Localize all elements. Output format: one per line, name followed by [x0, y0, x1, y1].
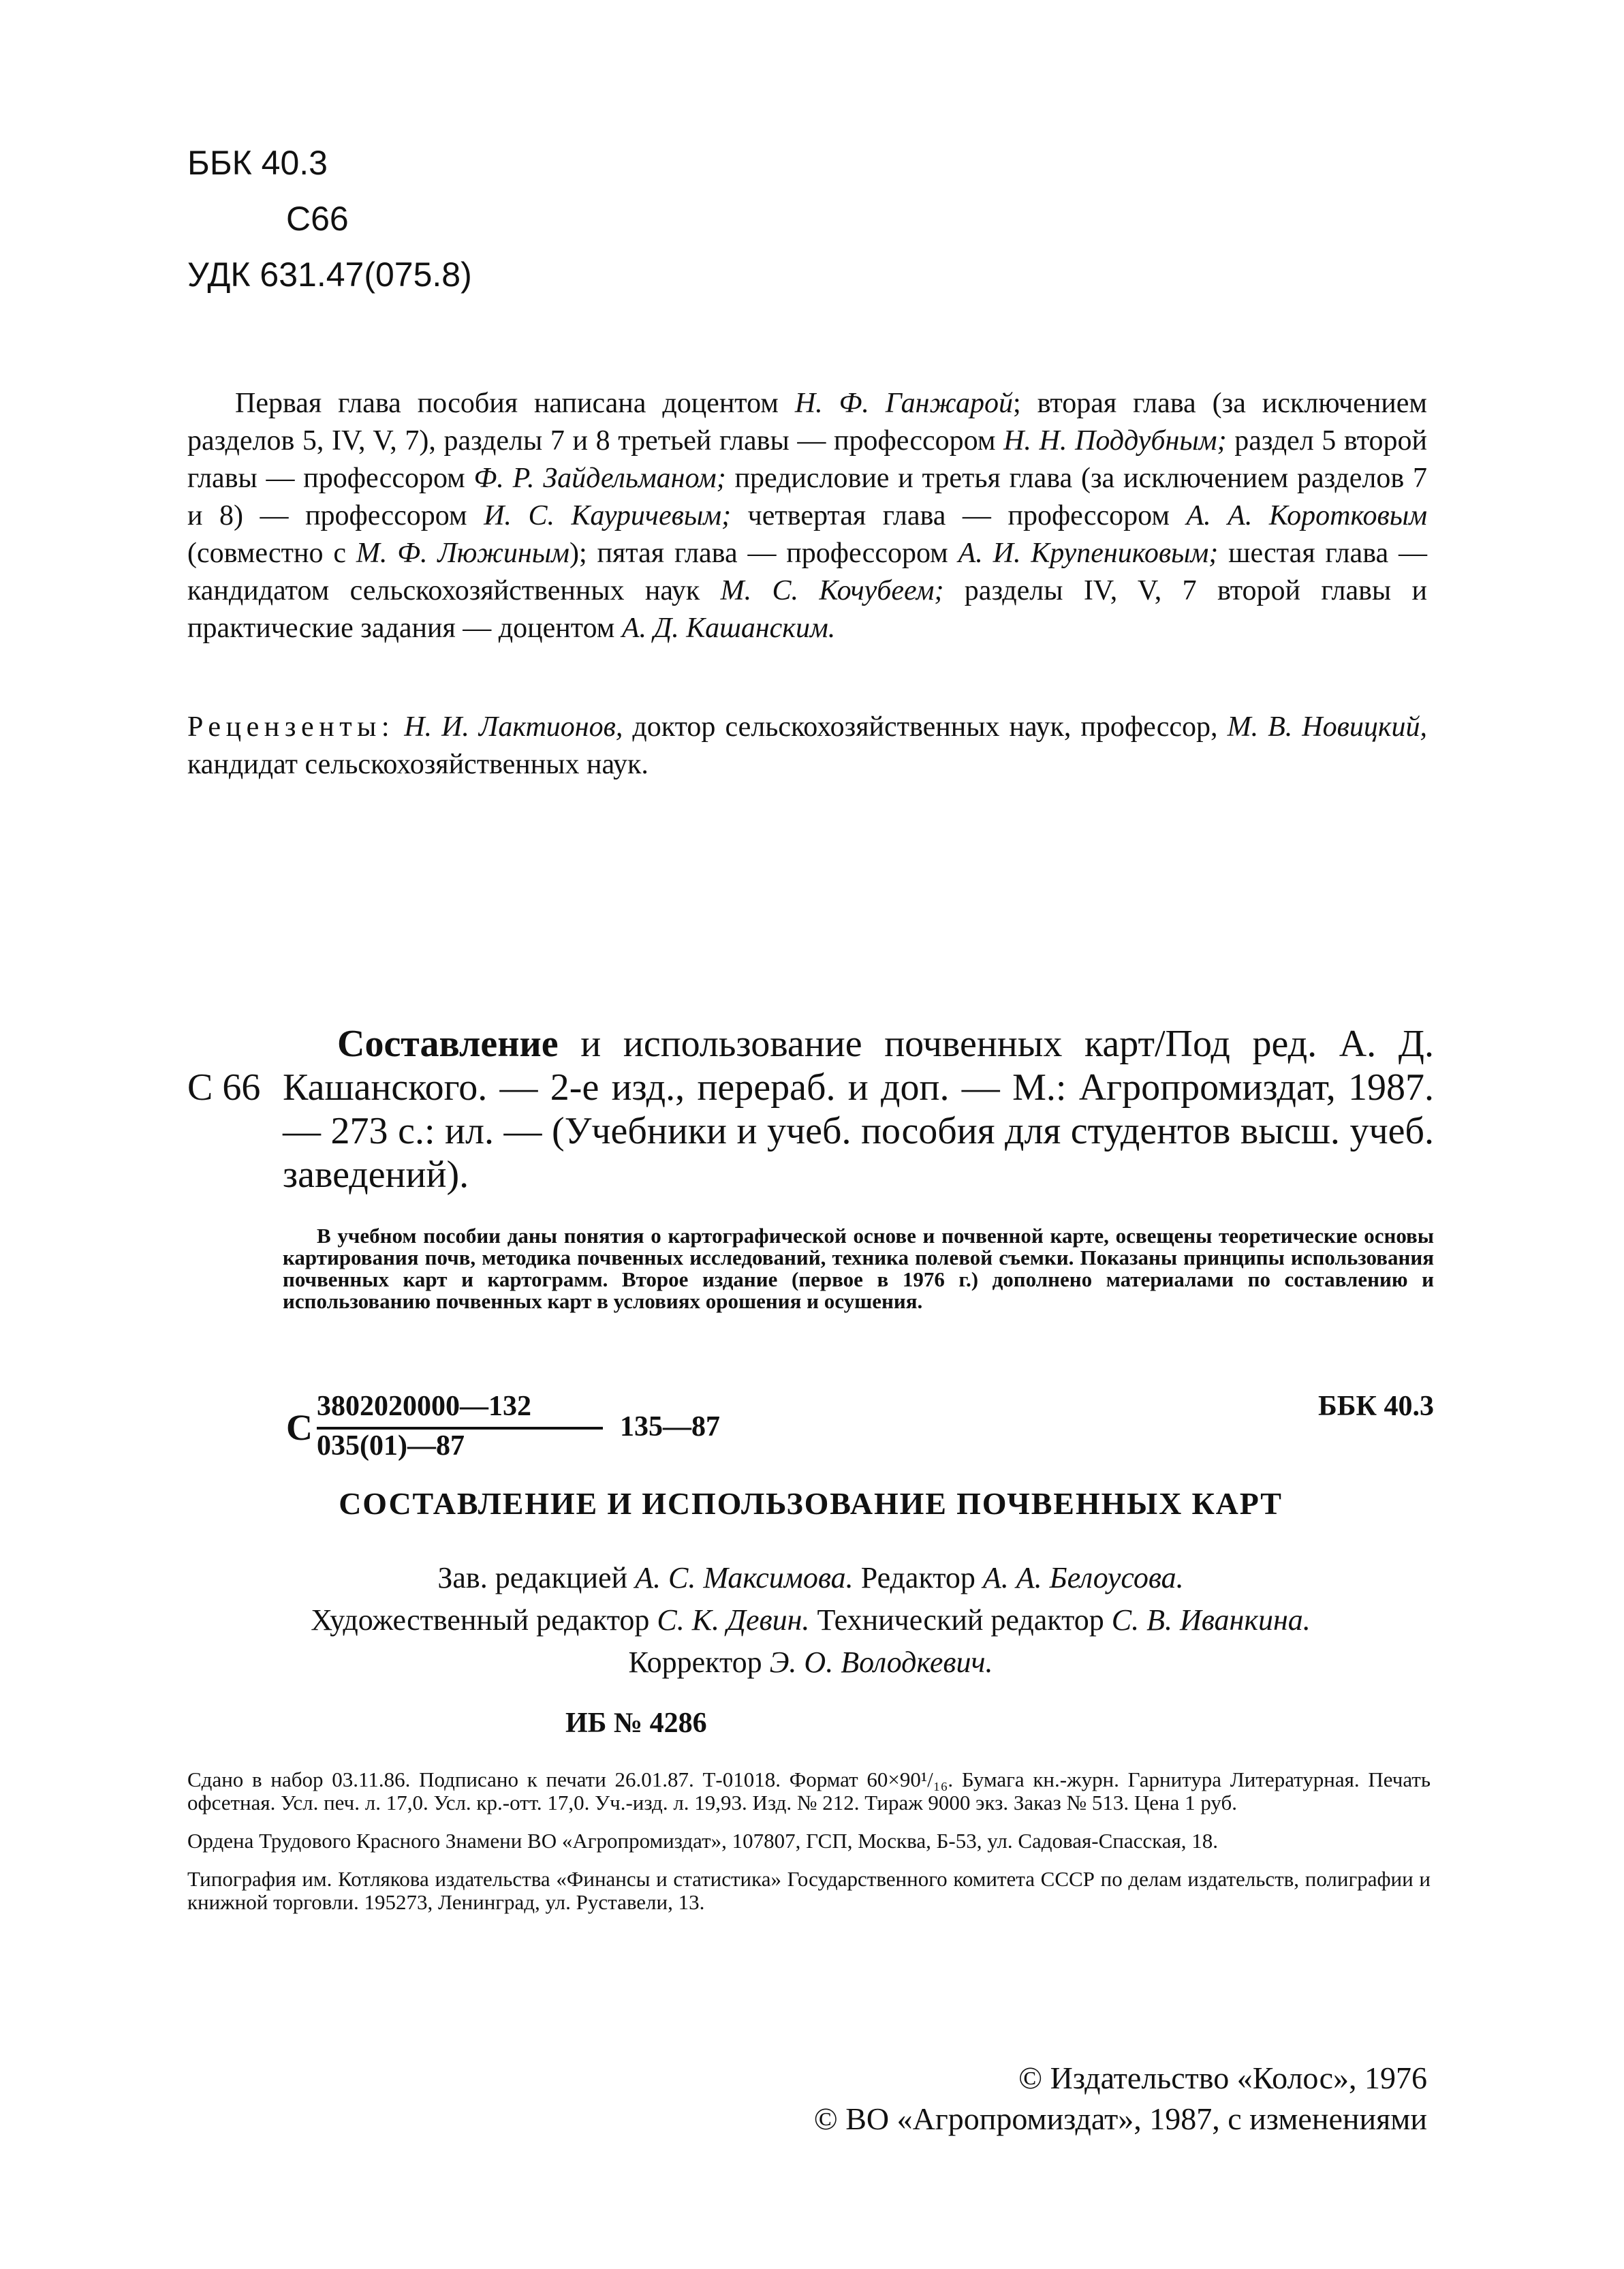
copyright-line-2: © ВО «Агропромиздат», 1987, с изменениями — [813, 2101, 1427, 2136]
udk-code: УДК 631.47(075.8) — [187, 256, 472, 294]
staff-line-1: Зав. редакцией А. С. Максимова. Редактор А. А. Белоусова. — [437, 1561, 1184, 1594]
author-name: А. И. Крупениковым; — [958, 538, 1219, 569]
author-name: М. Ф. Люжиным — [356, 538, 569, 569]
reviewer-name: М. В. Новицкий, — [1227, 711, 1427, 743]
colophon-title: СОСТАВЛЕНИЕ И ИСПОЛЬЗОВАНИЕ ПОЧВЕННЫХ КАРТ — [339, 1486, 1283, 1521]
staff-line-3: Корректор Э. О. Володкевич. — [628, 1646, 993, 1679]
index-code: С66 — [286, 200, 349, 238]
ib-number: ИБ № 4286 — [565, 1708, 707, 1739]
catalog-index: С 66 — [187, 1066, 261, 1109]
reviewer-name: Н. И. Лактионов, — [404, 711, 623, 743]
catalog-title: Составление и использование почвенных карт/Под ред. А. Д. Кашанского. — 2-е изд., перераб. и доп. — М.: Агропромиздат, 1987. — 273 с.: ил. — (Учебники и учеб. пособия для студентов высш. учеб. заведений). — [283, 1023, 1434, 1196]
author-name: А. Д. Кашанским. — [621, 613, 836, 644]
printer-info: Типография им. Котлякова издательства «Финансы и статистика» Государственного комитета СССР по делам издательств, полиграфии и книжной торговли. 195273, Ленинград, ул. Руставели, 13. — [187, 1867, 1431, 1914]
copyright-line-1: © Издательство «Колос», 1976 — [1018, 2060, 1427, 2095]
colophon-staff — [187, 1557, 1434, 1684]
author-name: А. А. Коротковым — [1186, 500, 1428, 531]
fraction-denominator: 035(01)—87 — [317, 1430, 465, 1462]
bbk-code: ББК 40.3 — [187, 144, 328, 182]
print-details — [187, 1768, 1431, 1914]
catalog-card — [187, 1022, 1434, 1462]
catalog-fraction — [286, 1390, 899, 1465]
catalog-annotation: В учебном пособии даны понятия о картографической основе и почвенной карте, освещены теоретические основы картирования почв, методика почвенных исследований, техника полевой съемки. Показаны принципы использования почвенных карт и картограмм. Второе издание (первое в 1976 г.) дополнено материалами по составлению и использованию почвенных карт в условиях орошения и осушения. — [283, 1224, 1434, 1313]
copyright — [613, 2058, 1427, 2140]
author-name: Н. Ф. Ганжарой — [794, 388, 1013, 419]
fraction-letter: С — [286, 1407, 313, 1448]
authors-note: Первая глава пособия написана доцентом Н. Ф. Ганжарой; вторая глава (за исключением разделов 5, IV, V, 7), разделы 7 и 8 третьей главы — профессором Н. Н. Поддубным; раздел 5 второй главы — профессором Ф. Р. Зайдельманом; предисловие и третья глава (за исключением разделов 7 и 8) — профессором И. С. Кауричевым; четвертая глава — профессором А. А. Коротковым (совместно с М. Ф. Люжиным); пятая глава — профессором А. И. Крупениковым; шестая глава — кандидатом сельскохозяйственных наук М. С. Кочубеем; разделы IV, V, 7 второй главы и практические задания — доцентом А. Д. Кашанским. — [187, 388, 1428, 644]
catalog-title-bold: Составление — [337, 1023, 559, 1065]
catalog-bbk: ББК 40.3 — [1318, 1391, 1434, 1422]
catalog-number: 135—87 — [620, 1411, 720, 1442]
author-name: Н. Н. Поддубным; — [1003, 425, 1227, 457]
classification-codes — [187, 135, 472, 303]
reviewers-label: Рецензенты: — [187, 711, 395, 743]
author-name: М. С. Кочубеем; — [720, 575, 944, 606]
author-name: Ф. Р. Зайдельманом; — [473, 463, 726, 494]
author-name: И. С. Кауричевым; — [484, 500, 732, 531]
staff-line-2: Художественный редактор С. К. Девин. Технический редактор С. В. Иванкина. — [311, 1603, 1311, 1637]
fraction-numerator: 3802020000—132 — [317, 1391, 531, 1422]
publisher-info: Ордена Трудового Красного Знамени ВО «Агропромиздат», 107807, ГСП, Москва, Б-53, ул. Садовая-Спасская, 18. — [187, 1829, 1219, 1853]
reviewers: Рецензенты: Н. И. Лактионов, доктор сельскохозяйственных наук, профессор, М. В. Новицкий, кандидат сельскохозяйственных наук. — [187, 711, 1427, 780]
print-info: Сдано в набор 03.11.86. Подписано к печати 26.01.87. Т-01018. Формат 60×90¹/₁₆. Бумага кн.-журн. Гарнитура Литературная. Печать офсетная. Усл. печ. л. 17,0. Усл. кр.-отт. 17,0. Уч.-изд. л. 19,93. Изд. № 212. Тираж 9000 экз. Заказ № 513. Цена 1 руб. — [187, 1768, 1431, 1815]
